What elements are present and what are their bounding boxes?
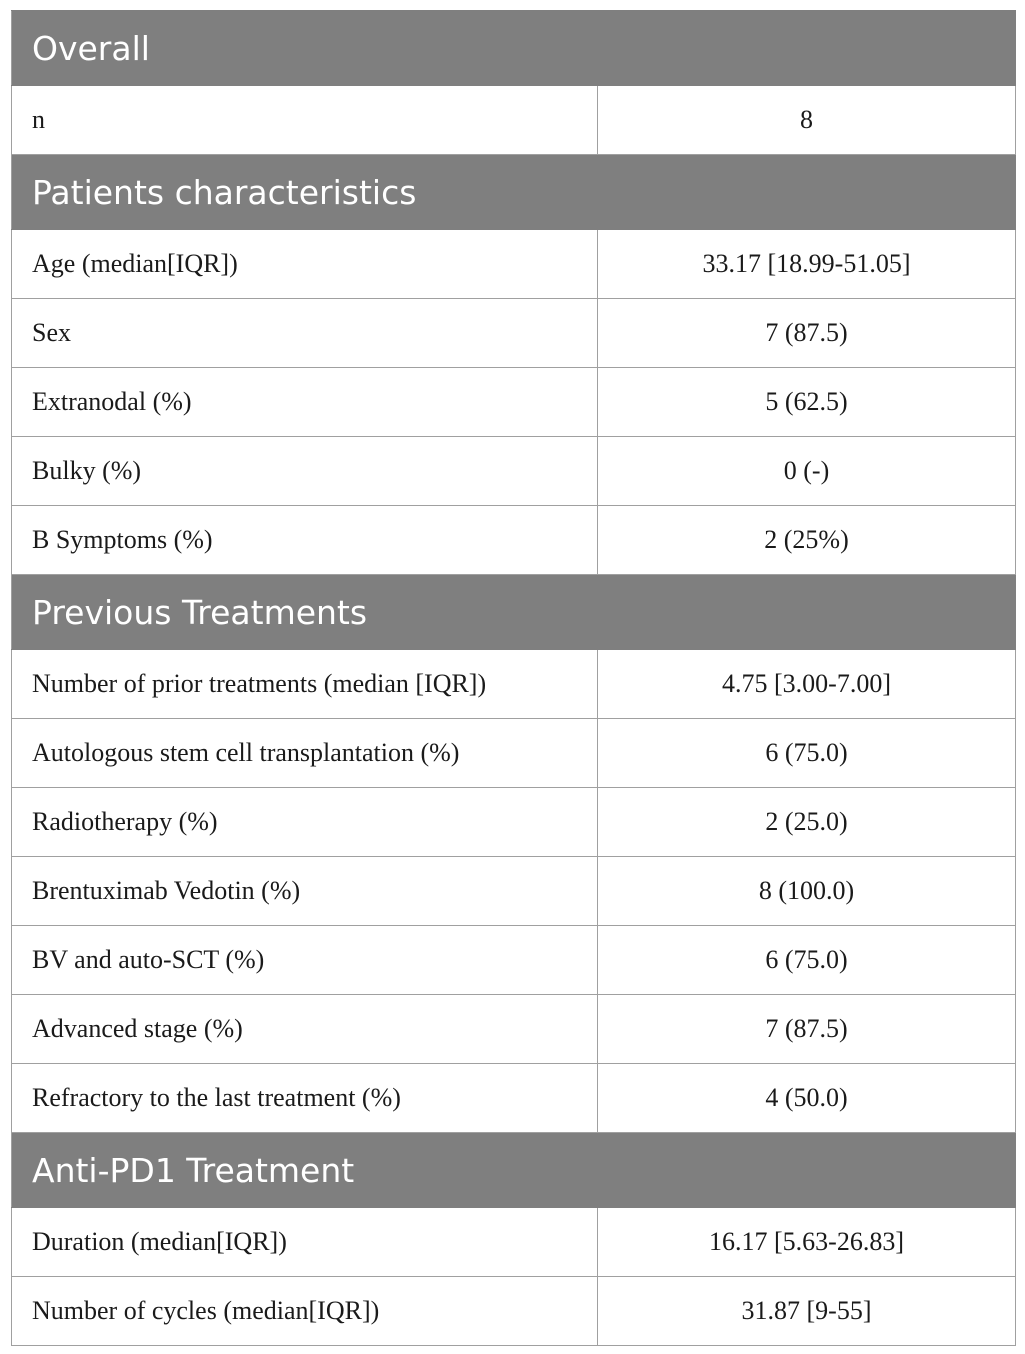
row-value: 0 (-) — [598, 437, 1016, 506]
table-row — [12, 86, 1016, 155]
row-label: Number of cycles (median[IQR]) — [12, 1277, 598, 1346]
table-row — [12, 1277, 1016, 1346]
table-row — [12, 995, 1016, 1064]
characteristics-table — [11, 10, 1016, 1346]
row-value: 6 (75.0) — [598, 719, 1016, 788]
row-value: 8 (100.0) — [598, 857, 1016, 926]
table-row — [12, 1064, 1016, 1133]
row-value: 7 (87.5) — [598, 995, 1016, 1064]
row-value: 5 (62.5) — [598, 368, 1016, 437]
row-label: Sex — [12, 299, 598, 368]
table-row — [12, 650, 1016, 719]
row-value: 7 (87.5) — [598, 299, 1016, 368]
row-value: 16.17 [5.63-26.83] — [598, 1208, 1016, 1277]
row-label: Extranodal (%) — [12, 368, 598, 437]
row-label: Refractory to the last treatment (%) — [12, 1064, 598, 1133]
table-row — [12, 368, 1016, 437]
section-title: Patients characteristics — [12, 155, 1016, 230]
section-title: Anti-PD1 Treatment — [12, 1133, 1016, 1208]
row-value: 4.75 [3.00-7.00] — [598, 650, 1016, 719]
section-header-previous-treatments — [12, 575, 1016, 650]
table-row — [12, 230, 1016, 299]
row-value: 2 (25%) — [598, 506, 1016, 575]
table-row — [12, 926, 1016, 995]
row-value: 4 (50.0) — [598, 1064, 1016, 1133]
table-row — [12, 506, 1016, 575]
section-title: Overall — [12, 11, 1016, 86]
row-value: 33.17 [18.99-51.05] — [598, 230, 1016, 299]
table-row — [12, 1208, 1016, 1277]
table-row — [12, 857, 1016, 926]
section-header-patients-characteristics — [12, 155, 1016, 230]
section-header-overall — [12, 11, 1016, 86]
table-row — [12, 299, 1016, 368]
row-label: Advanced stage (%) — [12, 995, 598, 1064]
row-value: 8 — [598, 86, 1016, 155]
row-label: BV and auto-SCT (%) — [12, 926, 598, 995]
row-label: Brentuximab Vedotin (%) — [12, 857, 598, 926]
row-label: B Symptoms (%) — [12, 506, 598, 575]
row-value: 2 (25.0) — [598, 788, 1016, 857]
row-label: n — [12, 86, 598, 155]
row-label: Duration (median[IQR]) — [12, 1208, 598, 1277]
table-row — [12, 719, 1016, 788]
table-row — [12, 788, 1016, 857]
table-row — [12, 437, 1016, 506]
row-label: Radiotherapy (%) — [12, 788, 598, 857]
section-header-anti-pd1-treatment — [12, 1133, 1016, 1208]
row-label: Number of prior treatments (median [IQR]) — [12, 650, 598, 719]
row-label: Bulky (%) — [12, 437, 598, 506]
row-label: Autologous stem cell transplantation (%) — [12, 719, 598, 788]
row-value: 31.87 [9-55] — [598, 1277, 1016, 1346]
row-value: 6 (75.0) — [598, 926, 1016, 995]
section-title: Previous Treatments — [12, 575, 1016, 650]
row-label: Age (median[IQR]) — [12, 230, 598, 299]
